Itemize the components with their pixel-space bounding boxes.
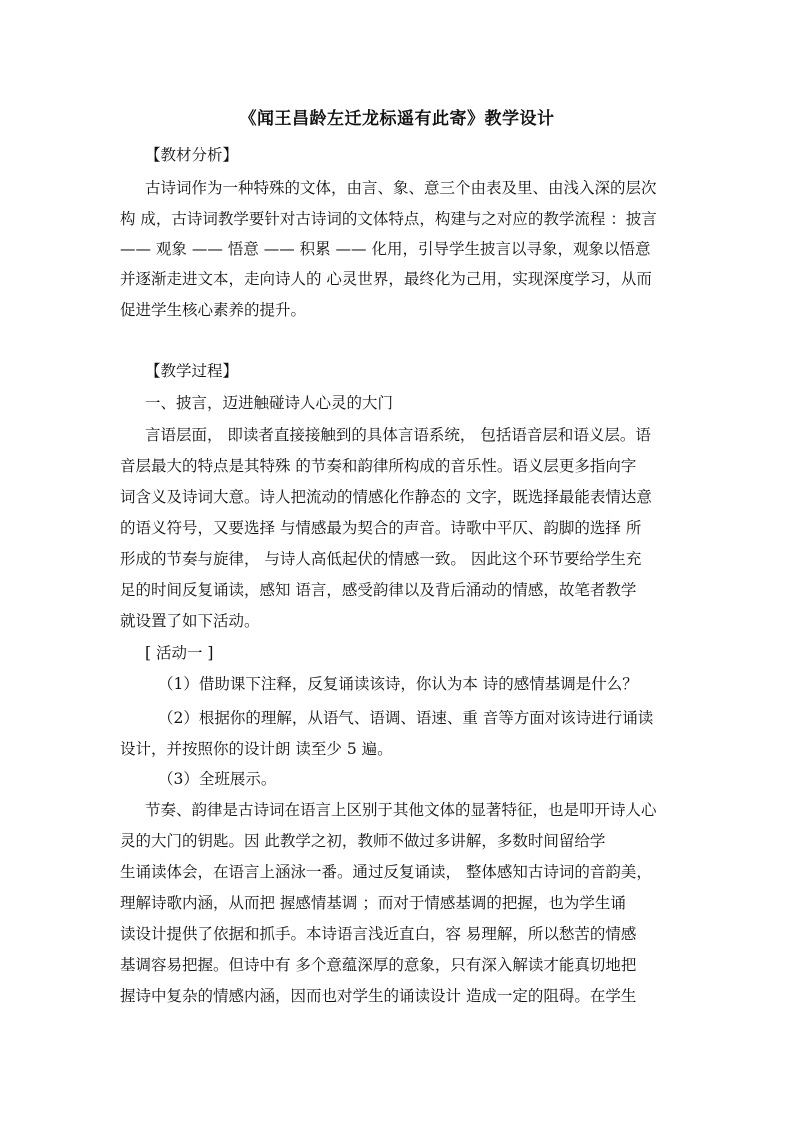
paragraph-line: 基调容易把握。但诗中有 多个意蕴深厚的意象，只有深入解读才能真切地把 xyxy=(120,956,637,974)
subsection-heading: 一、披言，迈进触碰诗人心灵的大门 xyxy=(145,394,394,412)
paragraph-line: 的语义符号，又要选择 与情感最为契合的声音。诗歌中平仄、韵脚的选择 所 xyxy=(120,519,642,537)
paragraph-line: 握诗中复杂的情感内涵，因而也对学生的诵读设计 造成一定的阻碍。在学生 xyxy=(120,987,637,1005)
section-heading-analysis: 【教材分析】 xyxy=(145,146,239,164)
activity-item: （1）借助课下注释，反复诵读该诗，你认为本 诗的感情基调是什么？ xyxy=(158,675,638,693)
paragraph-line: 音层最大的特点是其特殊 的节奏和韵律所构成的音乐性。语义层更多指向字 xyxy=(120,457,637,475)
paragraph-line: 构 成，古诗词教学要针对古诗词的文体特点，构建与之对应的教学流程 ：披言 xyxy=(120,210,657,228)
activity-item: （3）全班展示。 xyxy=(158,770,277,788)
activity-item-continued: 设计，并按照你的设计朗 读至少 5 遍。 xyxy=(120,740,393,758)
page-title: 《闻王昌龄左迁龙标遥有此寄》教学设计 xyxy=(239,109,555,129)
paragraph-line: 生诵读体会，在语言上涵泳一番。通过反复诵读， 整体感知古诗词的音韵美， xyxy=(120,863,652,881)
paragraph-line: 并逐渐走进文本，走向诗人的 心灵世界，最终化为己用，实现深度学习，从而 xyxy=(120,270,652,288)
paragraph-line: 促进学生核心素养的提升。 xyxy=(120,301,307,319)
paragraph-line: 足的时间反复诵读，感知 语言，感受韵律以及背后涌动的情感，故笔者教学 xyxy=(120,581,637,599)
paragraph-line: 理解诗歌内涵，从而把 握感情基调 ；而对于情感基调的把握，也为学生诵 xyxy=(120,894,626,912)
paragraph-line: 灵的大门的钥匙。因 此教学之初，教师不做过多讲解，多数时间留给学 xyxy=(120,832,606,850)
activity-heading: [ 活动一 ] xyxy=(145,644,214,662)
paragraph-line: 言语层面， 即读者直接接触到的具体言语系统， 包括语音层和语义层。语 xyxy=(145,426,651,444)
paragraph-line: 就设置了如下活动。 xyxy=(120,612,260,630)
paragraph-line: 古诗词作为一种特殊的文体，由言、象、意三个由表及里、由浅入深的层次 xyxy=(145,179,657,197)
paragraph-line: 节奏、韵律是古诗词在语言上区别于其他文体的显著特征，也是叩开诗人心 xyxy=(145,801,657,819)
paragraph-line: 词含义及诗词大意。诗人把流动的情感化作静态的 文字，既选择最能表情达意 xyxy=(120,488,652,506)
paragraph-line: 形成的节奏与旋律， 与诗人高低起伏的情感一致。 因此这个环节要给学生充 xyxy=(120,550,642,568)
activity-item: （2）根据你的理解，从语气、语调、语速、重 音等方面对该诗进行诵读 xyxy=(158,709,654,727)
paragraph-line: 读设计提供了依据和抓手。本诗语言浅近直白，容 易理解，所以愁苦的情感 xyxy=(120,925,637,943)
paragraph-line: —— 观象 —— 悟意 —— 积累 —— 化用，引导学生披言以寻象，观象以悟意 xyxy=(120,240,651,258)
section-heading-process: 【教学过程】 xyxy=(145,362,239,380)
